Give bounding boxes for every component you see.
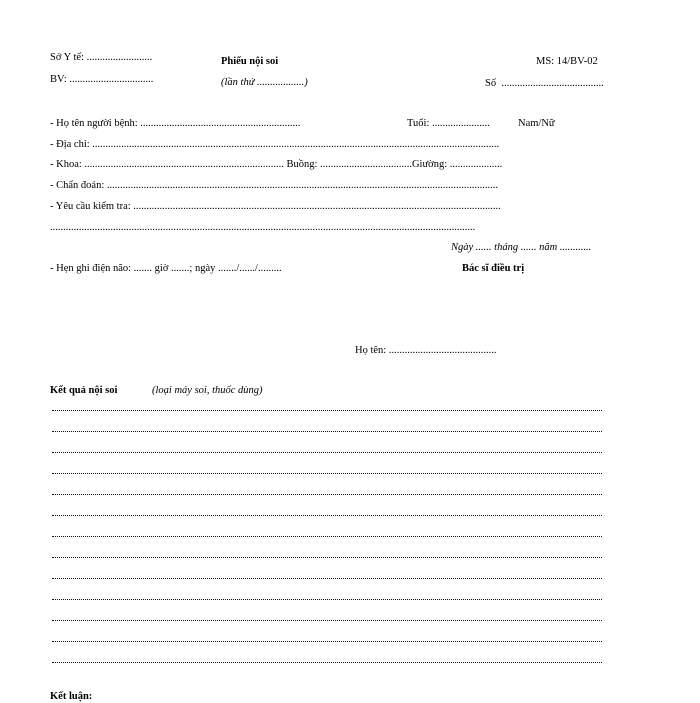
result-line xyxy=(52,410,602,411)
result-line xyxy=(52,494,602,495)
ms-code: MS: 14/BV-02 xyxy=(536,56,598,67)
gender-field: Nam/Nữ xyxy=(518,118,555,129)
result-line xyxy=(52,578,602,579)
result-line xyxy=(52,536,602,537)
result-line xyxy=(52,599,602,600)
result-line xyxy=(52,557,602,558)
doctor-name-field: Họ tên: ......................................... xyxy=(355,345,497,356)
result-heading: Kết quả nội soi xyxy=(50,385,118,396)
conclusion-heading: Kết luận: xyxy=(50,691,93,702)
result-line xyxy=(52,641,602,642)
request-continuation: .................................................................................................................................................................. xyxy=(50,222,476,233)
request-field: - Yêu cầu kiểm tra: ............................................................................................................................................ xyxy=(50,201,501,212)
result-line xyxy=(52,662,602,663)
result-line xyxy=(52,452,602,453)
address-field: - Địa chỉ: ........................................................................................................................................................... xyxy=(50,139,500,150)
so-field: Số ....................................... xyxy=(485,78,604,89)
result-line xyxy=(52,620,602,621)
result-line xyxy=(52,515,602,516)
department-field: - Khoa: ............................................................................ Buồng: ...................................Giường: .................... xyxy=(50,159,503,170)
appointment-field: - Hẹn ghi điện não: ....... giờ .......; ngày ......./....../......... xyxy=(50,263,282,274)
doctor-label: Bác sĩ điều trị xyxy=(462,263,525,274)
form-title: Phiếu nội soi xyxy=(221,56,279,67)
so-y-te-field: Sở Y tế: ......................... xyxy=(50,52,153,63)
result-line xyxy=(52,431,602,432)
patient-name-field: - Họ tên người bệnh: ............................................................. xyxy=(50,118,301,129)
bv-field: BV: ................................ xyxy=(50,74,154,85)
diagnosis-field: - Chẩn đoán: ..................................................................................................................................................... xyxy=(50,180,498,191)
result-note: (loại máy soi, thuốc dùng) xyxy=(152,385,263,396)
age-field: Tuổi: ...................... xyxy=(407,118,490,129)
result-line xyxy=(52,473,602,474)
lan-thu-field: (lần thứ ..................) xyxy=(221,77,308,88)
date-line: Ngày ...... tháng ...... năm ............ xyxy=(451,242,592,253)
